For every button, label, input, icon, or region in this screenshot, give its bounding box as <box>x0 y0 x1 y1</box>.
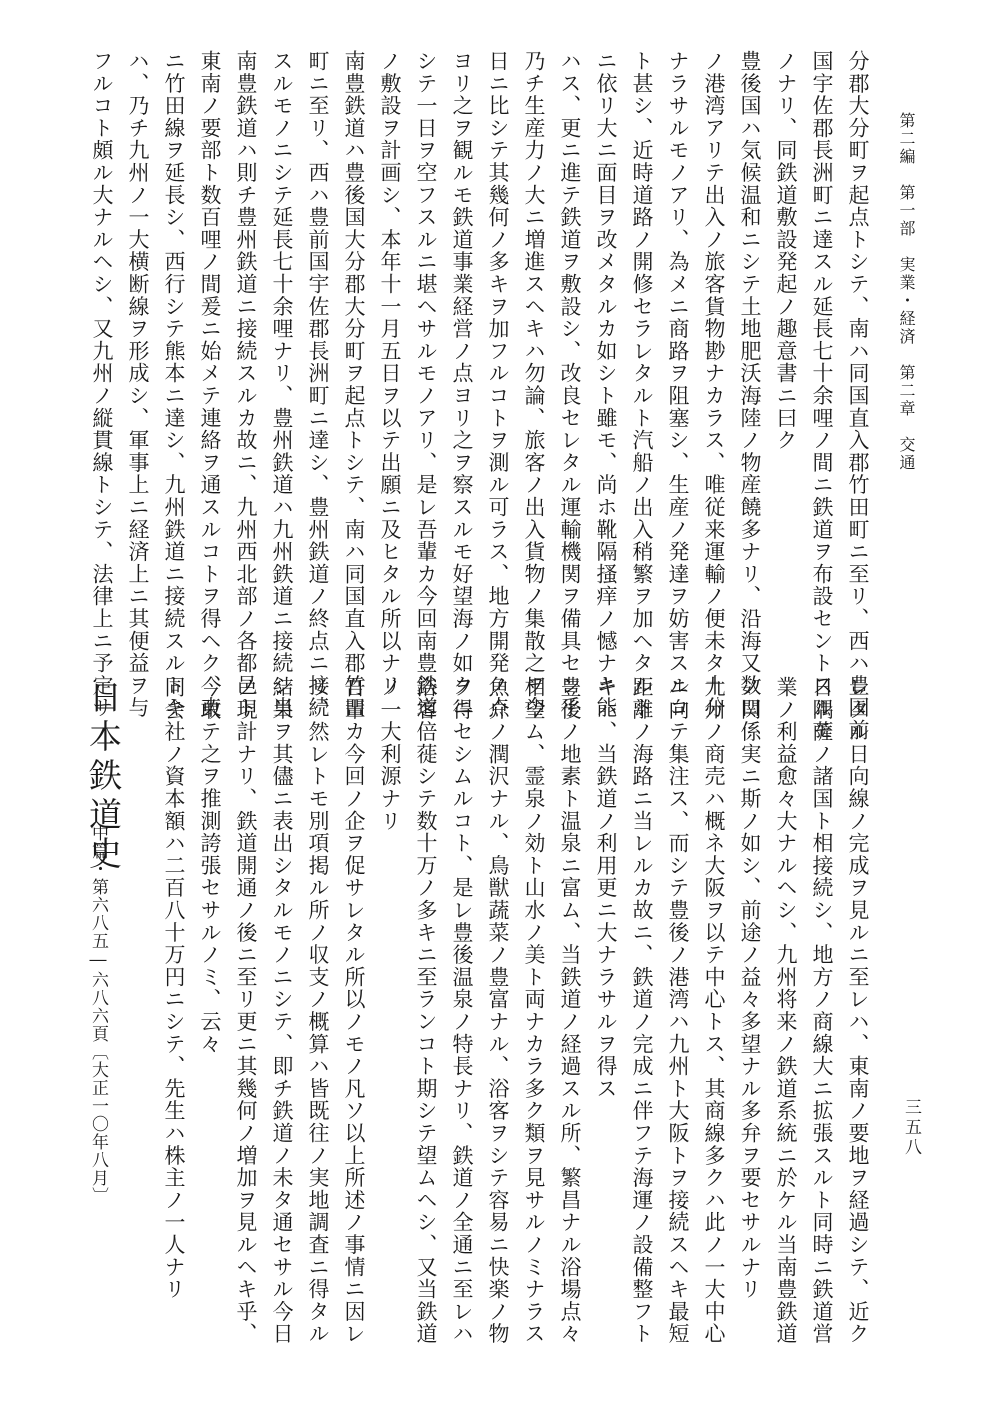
text-column: 今敢テ之ヲ推測誇張セサルノミ、云々 <box>198 676 222 1056</box>
text-column: 豊後ノ地素ト温泉ニ富ム、当鉄道ノ経過スル所、繁昌ナル浴場点々 <box>558 676 582 1345</box>
running-head: 第二編 第一部 実業・経済 第二章 交通 <box>897 112 916 472</box>
text-column: ニ向テ集注ス、而シテ豊後ノ港湾ハ九州ト大阪トヲ接続スヘキ最短 <box>666 676 690 1345</box>
text-column: ノ関係実ニ斯ノ如シ、前途ノ益々多望ナル多弁ヲ要セサルナリ <box>738 676 762 1301</box>
text-column: 乃チ生産力ノ大ニ増進スヘキハ勿論、旅客ノ出入貨物ノ集散之ヲ今 <box>522 50 546 719</box>
text-column: ノ現計ナリ、鉄道開通ノ後ニ至リ更ニ其幾何ノ増加ヲ見ルヘキ乎、 <box>234 676 258 1345</box>
text-column: ノ一大利源ナリ <box>378 676 402 833</box>
text-column: 町ニ至リ、西ハ豊前国宇佐郡長洲町ニ達シ、豊州鉄道ノ終点ニ接続 <box>306 50 330 719</box>
source-title: 日本鉄道史 <box>84 680 123 875</box>
text-column: 吾輩カ今回ノ企ヲ促サレタル所以ノモノ凡ソ以上所述ノ事情ニ因レ <box>342 676 366 1345</box>
text-column: ノ敷設ヲ計画シ、本年十一月五日ヲ以テ出願ニ及ヒタル所以ナリ <box>378 50 402 697</box>
text-column: スルモノニシテ延長七十余哩ナリ、豊州鉄道ハ九州鉄道ニ接続シ当 <box>270 50 294 719</box>
text-column: 同会社ノ資本額ハ二百八十万円ニシテ、先生ハ株主ノ一人ナリ <box>162 676 186 1301</box>
text-column: 豊後国ハ気候温和ニシテ土地肥沃海陸ノ物産饒多ナリ、沿海又数口 <box>738 50 762 719</box>
text-column: 浴客倍蓰シテ数十万ノ多キニ至ランコト期シテ望ムヘシ、又当鉄道 <box>414 676 438 1345</box>
lower-text-block <box>156 676 876 1345</box>
text-column: レタル日向線ノ完成ヲ見ルニ至レハ、東南ノ要地ヲ経過シテ、近ク <box>846 676 870 1345</box>
text-column: ノナリ、同鉄道敷設発起ノ趣意書ニ曰ク <box>774 50 798 452</box>
text-column: ニ竹田線ヲ延長シ、西行シテ熊本ニ達シ、九州鉄道ニ接続スルトキ <box>162 50 186 719</box>
text-column: 東南ノ要部ト数百哩ノ間爰ニ始メテ連絡ヲ通スルコトヲ得ヘク、東 <box>198 50 222 719</box>
text-column: フルコト頗ル大ナルヘシ、又九州ノ縦貫線トシテ、法律上ニ予定サ <box>90 50 114 719</box>
text-column: シテ一日ヲ空フスルニ堪ヘサルモノアリ、是レ吾輩カ今回南豊鉄道 <box>414 50 438 719</box>
text-column: 魚介ノ潤沢ナル、鳥獣蔬菜ノ豊富ナル、浴客ヲシテ容易ニ快楽ノ物 <box>486 676 510 1345</box>
text-column: 結果ヲ其儘ニ表出シタルモノニシテ、即チ鉄道ノ未タ通セサル今日 <box>270 676 294 1345</box>
text-column: リ、然レトモ別項掲ル所ノ収支ノ概算ハ皆既往ノ実地調査ニ得タル <box>306 676 330 1345</box>
text-column: 日隅薩ノ諸国ト相接続シ、地方ノ商線大ニ拡張スルト同時ニ鉄道営 <box>810 676 834 1345</box>
text-column: 分郡大分町ヲ起点トシテ、南ハ同国直入郡竹田町ニ至リ、西ハ豊国前 <box>846 50 870 742</box>
source-citation: 中篇・第六八五―六八六頁〔大正一〇年八月〕 <box>88 824 108 1205</box>
page-number: 三五八 <box>901 1098 921 1158</box>
text-column: 国宇佐郡長洲町ニ達スル延長七十余哩ノ間ニ鉄道ヲ布設セントスルモ <box>810 50 834 742</box>
text-column: キハ、当鉄道ノ利用更ニ大ナラサルヲ得ス <box>594 676 618 1100</box>
text-column: ニ依リ大ニ面目ヲ改メタルカ如シト雖モ、尚ホ靴隔搔痒ノ憾ナキ能 <box>594 50 618 719</box>
text-column: 距離ノ海路ニ当レルカ故ニ、鉄道ノ完成ニ伴フテ海運ノ設備整フト <box>630 676 654 1345</box>
text-column: ハス、更ニ進テ鉄道ヲ敷設シ、改良セレタル運輸機関ヲ備具セン乎 <box>558 50 582 719</box>
text-column: 九州ノ商売ハ概ネ大阪ヲ以テ中心トス、其商線多クハ此ノ一大中心 <box>702 676 726 1345</box>
upper-text-block <box>84 50 876 741</box>
text-column: ハ、乃チ九州ノ一大横断線ヲ形成シ、軍事上ニ経済上ニ其便益ヲ与 <box>126 50 150 719</box>
text-column: ヨリ之ヲ観ルモ鉄道事業経営ノ点ヨリ之ヲ察スルモ好望海ノ如クニ <box>450 50 474 719</box>
text-column: ノ港湾アリテ出入ノ旅客貨物尠ナカラス、唯従来運輸ノ便未タ十分 <box>702 50 726 719</box>
text-column: ヲ得セシムルコト、是レ豊後温泉ノ特長ナリ、鉄道ノ全通ニ至レハ <box>450 676 474 1345</box>
text-column: 南豊鉄道ハ則チ豊州鉄道ニ接続スルカ故ニ、九州西北部ノ各都邑ト <box>234 50 258 719</box>
text-column: ト甚シ、近時道路ノ開修セラレタルト汽船ノ出入稍繁ヲ加ヘタルト <box>630 50 654 719</box>
text-column: 日ニ比シテ其幾何ノ多キヲ加フルコトヲ測ル可ラス、地方開発ノ点 <box>486 50 510 719</box>
text-column: 南豊鉄道ハ豊後国大分郡大分町ヲ起点トシテ、南ハ同国直入郡竹田 <box>342 50 366 719</box>
text-column: 相望ム、霊泉ノ効ト山水ノ美ト両ナカラ多ク類ヲ見サルノミナラス <box>522 676 546 1345</box>
text-column: ナラサルモノアリ、為メニ商路ヲ阻塞シ、生産ノ発達ヲ妨害スルコ <box>666 50 690 719</box>
text-column: 業ノ利益愈々大ナルヘシ、九州将来ノ鉄道系統ニ於ケル当南豊鉄道 <box>774 676 798 1345</box>
